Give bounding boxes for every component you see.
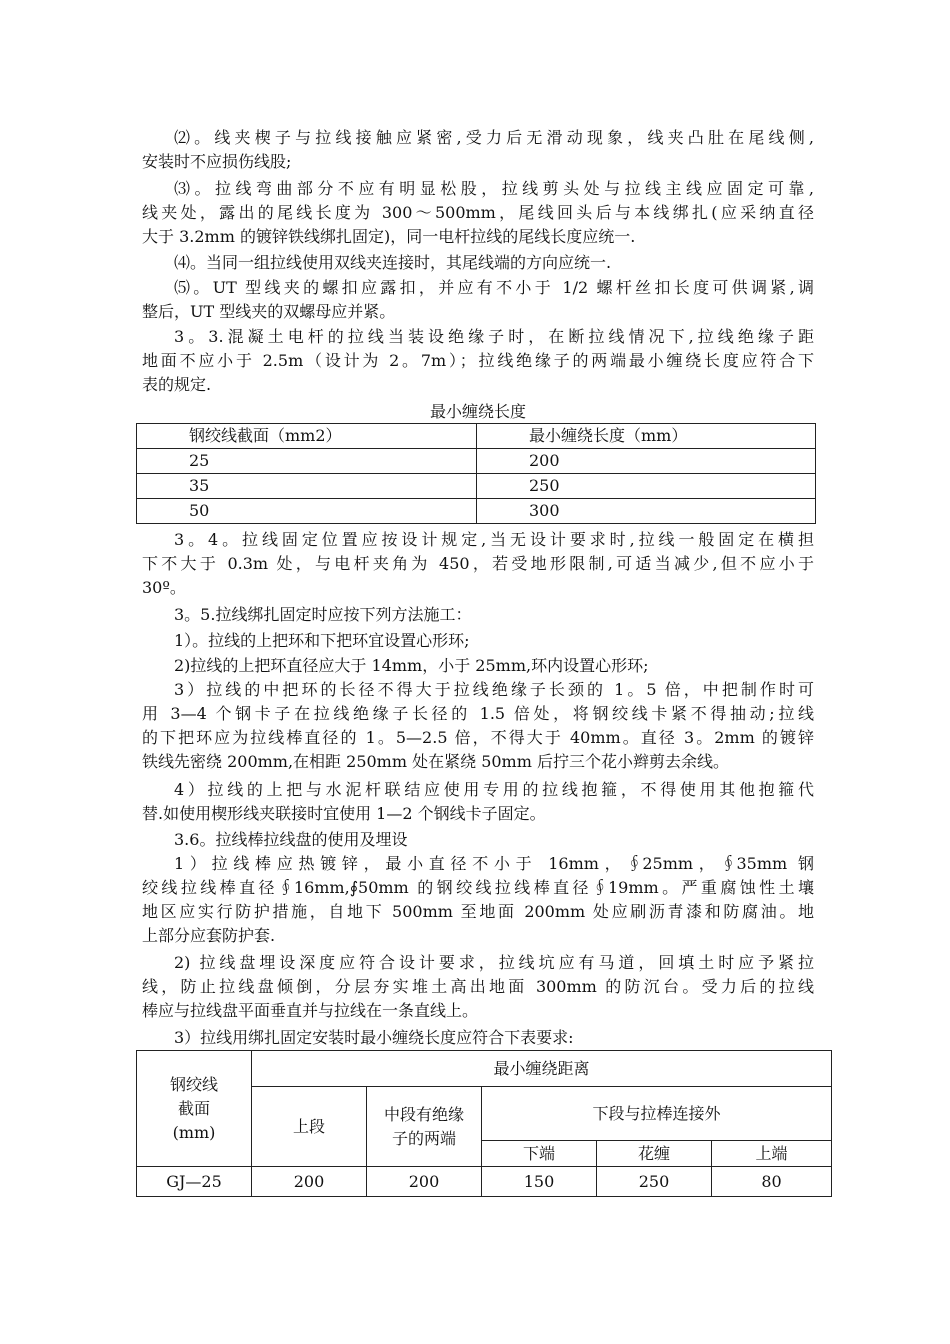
text-line: 下不大于 0.3m 处，与电杆夹角为 450，若受地形限制,可适当减少,但不应小于 — [142, 554, 814, 573]
paragraph-double-clamp — [142, 251, 814, 275]
paragraph-item-1 — [142, 629, 814, 653]
table1-caption: 最小缠绕长度 — [429, 402, 526, 421]
table-header-lower: 下段与拉棒连接外 — [482, 1087, 832, 1141]
paragraph-3-6 — [142, 828, 814, 852]
table-header-upper: 上段 — [252, 1087, 367, 1167]
table-cell: 200 — [252, 1167, 367, 1197]
table-cell: 250 — [597, 1167, 712, 1197]
table-row — [137, 449, 816, 474]
table-row — [137, 474, 816, 499]
paragraph-3-5 — [142, 603, 814, 627]
text-line: 替.如使用楔形线夹联接时宜使用 1—2 个钢线卡子固定。 — [142, 804, 546, 823]
table-cell: 35 — [137, 474, 477, 499]
header-text-line: (mm) — [172, 1122, 216, 1142]
table-binding-winding-distance — [136, 1050, 832, 1197]
table-cell: 80 — [712, 1167, 832, 1197]
paragraph-3-6-item-2 — [142, 951, 814, 1023]
paragraph-item-4 — [142, 778, 814, 826]
text-line: 铁线先密绕 200mm,在相距 250mm 处在紧绕 50mm 后拧三个花小辫剪去余线。 — [142, 752, 729, 771]
table-row — [137, 499, 816, 524]
table-header-flower: 花缠 — [597, 1141, 712, 1167]
text-line: 3。4。拉线固定位置应按设计规定,当无设计要求时,拉线一般固定在横担 — [174, 530, 814, 549]
text-line: 3）拉线的中把环的长径不得大于拉线绝缘子长颈的 1。5 倍，中把制作时可 — [174, 680, 814, 699]
table-header-min-distance: 最小缠绕距离 — [252, 1051, 832, 1087]
table-header-row — [137, 1051, 832, 1087]
paragraph-3-6-item-1 — [142, 852, 814, 948]
paragraph-item-3 — [142, 678, 814, 774]
table-cell: 50 — [137, 499, 477, 524]
text-line: 3）拉线用绑扎固定安装时最小缠绕长度应符合下表要求: — [174, 1028, 574, 1047]
paragraph-3-4 — [142, 528, 814, 600]
table-header-cell: 最小缠绕长度（mm） — [477, 424, 816, 449]
table-cell: 150 — [482, 1167, 597, 1197]
text-line: 30º。 — [142, 578, 186, 597]
text-line: 地面不应小于 2.5m（设计为 2。7m）；拉线绝缘子的两端最小缠绕长度应符合下 — [142, 351, 814, 370]
text-line: 线，防止拉线盘倾倒，分层夯实堆土高出地面 300mm 的防沉台。受力后的拉线 — [142, 977, 814, 996]
text-line: 1）拉线棒应热镀锌，最小直径不小于 16mm，∮25mm，∮35mm 钢 — [174, 854, 814, 873]
text-line: 4）拉线的上把与水泥杆联结应使用专用的拉线抱箍，不得使用其他抱箍代 — [174, 780, 814, 799]
table-row — [137, 1167, 832, 1197]
text-line: 3。3.混凝土电杆的拉线当装设绝缘子时，在断拉线情况下,拉线绝缘子距 — [174, 327, 814, 346]
text-line: 上部分应套防护套. — [142, 926, 276, 945]
table-min-winding-length — [136, 423, 816, 524]
table-cell: GJ—25 — [137, 1167, 252, 1197]
header-text-line: 中段有绝缘 — [383, 1104, 464, 1124]
text-line: 线夹处，露出的尾线长度为 300～500mm，尾线回头后与本线绑扎(应采纳直径 — [142, 203, 814, 222]
text-line: 表的规定. — [142, 375, 212, 394]
table-cell: 200 — [367, 1167, 482, 1197]
text-line: 棒应与拉线盘平面垂直并与拉线在一条直线上。 — [142, 1001, 479, 1020]
paragraph-3-6-item-3 — [142, 1026, 814, 1050]
text-line: 2)拉线的上把环直径应大于 14mm，小于 25mm,环内设置心形环; — [174, 656, 649, 675]
text-line: ⑵。线夹楔子与拉线接触应紧密,受力后无滑动现象，线夹凸肚在尾线侧, — [174, 128, 814, 147]
text-line: 安装时不应损伤线股; — [142, 152, 292, 171]
text-line: 地区应实行防护措施，自地下 500mm 至地面 200mm 处应刷沥青漆和防腐油。地 — [142, 902, 814, 921]
header-text-line: 子的两端 — [391, 1128, 456, 1148]
text-line: 2) 拉线盘埋设深度应符合设计要求，拉线坑应有马道，回填土时应予紧拉 — [174, 953, 814, 972]
text-line: 整后，UT 型线夹的双螺母应并紧。 — [142, 302, 396, 321]
table-cell: 250 — [477, 474, 816, 499]
table-header-middle — [367, 1087, 482, 1167]
text-line: 3。5.拉线绑扎固定时应按下列方法施工： — [174, 605, 472, 624]
text-line: 3.6。拉线棒拉线盘的使用及埋设 — [174, 830, 408, 849]
text-line: 的下把环应为拉线棒直径的 1。5—2.5 倍，不得大于 40mm。直径 3。2mm 的镀锌 — [142, 728, 814, 747]
paragraph-3-3 — [142, 325, 814, 397]
table-header-section — [137, 1051, 252, 1167]
table-cell: 200 — [477, 449, 816, 474]
table-cell: 300 — [477, 499, 816, 524]
text-line: ⑸。UT 型线夹的螺扣应露扣，并应有不小于 1/2 螺杆丝扣长度可供调紧,调 — [174, 278, 814, 297]
header-text-line: 钢绞线 — [169, 1074, 218, 1094]
table-cell: 25 — [137, 449, 477, 474]
text-line: 1）。拉线的上把环和下把环宜设置心形环; — [174, 631, 470, 650]
table-header-lower-end: 下端 — [482, 1141, 597, 1167]
text-line: 用 3—4 个钢卡子在拉线绝缘子长径的 1.5 倍处，将钢绞线卡紧不得抽动;拉线 — [142, 704, 814, 723]
paragraph-ut-clamp — [142, 276, 814, 324]
header-text-line: 截面 — [177, 1098, 210, 1118]
table-header-upper-end: 上端 — [712, 1141, 832, 1167]
text-line: ⑶。拉线弯曲部分不应有明显松股，拉线剪头处与拉线主线应固定可靠, — [174, 179, 814, 198]
table-header-cell: 钢绞线截面（mm2） — [137, 424, 477, 449]
text-line: 大于 3.2mm 的镀锌铁线绑扎固定)，同一电杆拉线的尾线长度应统一. — [142, 227, 636, 246]
paragraph-item-2 — [142, 654, 814, 678]
paragraph-bend — [142, 177, 814, 249]
text-line: 绞线拉线棒直径∮16mm,∮50mm 的钢绞线拉线棒直径∮19mm。严重腐蚀性土壤 — [142, 878, 814, 897]
text-line: ⑷。当同一组拉线使用双线夹连接时，其尾线端的方向应统一. — [174, 253, 612, 272]
paragraph-clamp-wedge — [142, 126, 814, 174]
table-header-row — [137, 424, 816, 449]
